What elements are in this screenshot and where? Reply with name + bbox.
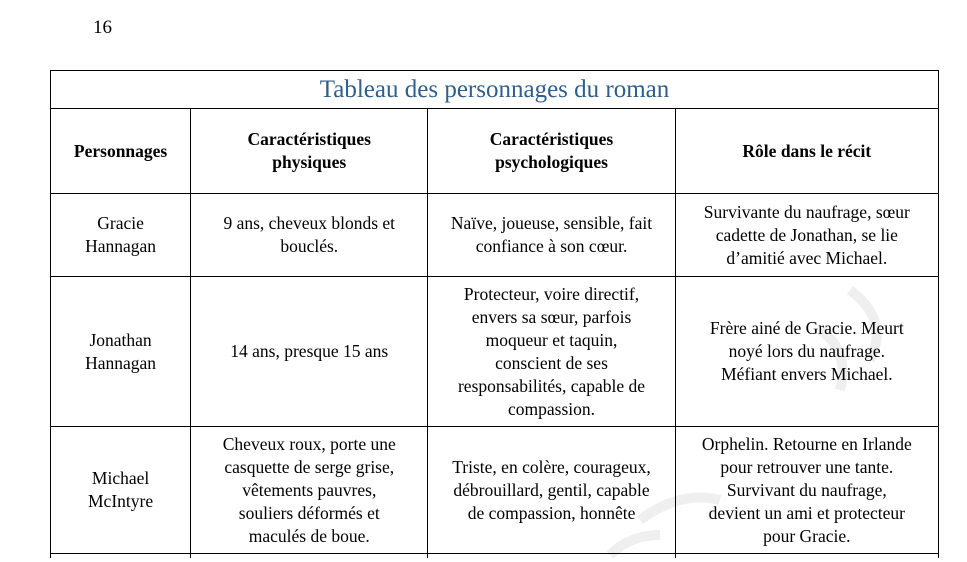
header-personnages — [51, 109, 191, 194]
cell-line: maculés de boue. — [248, 525, 370, 546]
cell-line: Protecteur, voire directif, — [463, 283, 640, 304]
cell-line: vêtements pauvres, — [242, 479, 377, 500]
cell-personnage — [51, 427, 191, 554]
cell-line: Naïve, joueuse, sensible, fait — [450, 213, 653, 233]
cell-psychologiques — [428, 194, 675, 277]
character-table — [50, 70, 939, 558]
table-row — [51, 194, 939, 277]
cell-line: bouclés. — [280, 236, 339, 256]
cell-line: 9 ans, cheveux blonds et — [223, 213, 396, 233]
cell-physiques — [191, 277, 428, 427]
cell-physiques — [191, 194, 428, 277]
table-title-row — [51, 71, 939, 109]
cell-line: de compassion, honnête — [467, 502, 636, 523]
cell-line: casquette de serge grise, — [224, 456, 395, 477]
header-line: Caractéristiques — [489, 129, 614, 149]
header-line: Personnages — [73, 140, 168, 161]
cell-line: responsabilités, capable de — [457, 375, 646, 396]
cell-line: Michael — [91, 468, 150, 488]
cell-line: Jonathan — [89, 329, 152, 350]
cell-line: Frère ainé de Gracie. Meurt — [709, 318, 904, 338]
table-row — [51, 277, 939, 427]
cell-line: envers sa sœur, parfois — [471, 306, 632, 327]
cell-line: moqueur et taquin, — [485, 329, 618, 350]
character-table-container — [50, 70, 939, 558]
page-number: 16 — [93, 17, 112, 38]
cell-line: conscient de ses — [495, 352, 608, 373]
header-line: psychologiques — [495, 152, 608, 172]
cell-line: Orphelin. Retourne en Irlande — [701, 433, 912, 454]
header-psychologiques — [428, 109, 675, 194]
cell-line: Survivante du naufrage, sœur — [703, 201, 910, 222]
cell-line: 14 ans, presque 15 ans — [230, 341, 389, 361]
cell-physiques — [191, 427, 428, 554]
cell-line: devient un ami et protecteur — [708, 502, 905, 523]
cell-line: d’amitié avec Michael. — [726, 247, 888, 268]
cell-line: Gracie — [97, 213, 144, 233]
cell-line: souliers déformés et — [238, 502, 380, 523]
cell-line: Hannagan — [85, 236, 157, 256]
cell-line: pour retrouver une tante. — [720, 456, 894, 477]
cell-role — [675, 427, 938, 554]
cell-line: débrouillard, gentil, capable — [453, 479, 650, 500]
cell-psychologiques — [428, 277, 675, 427]
cell-line: McIntyre — [88, 491, 154, 511]
header-line: Rôle dans le récit — [742, 140, 872, 161]
table-row-partial — [51, 554, 939, 559]
cell-line: confiance à son cœur. — [475, 236, 628, 256]
cell-line: noyé lors du naufrage. — [728, 341, 886, 361]
cell-personnage — [51, 277, 191, 427]
cell-line: Triste, en colère, courageux, — [452, 456, 651, 477]
cell-role — [675, 277, 938, 427]
header-role — [675, 109, 938, 194]
cell-line: compassion. — [508, 398, 596, 419]
cell-empty — [191, 554, 428, 559]
cell-role — [675, 194, 938, 277]
cell-empty — [428, 554, 675, 559]
cell-empty — [675, 554, 938, 559]
cell-personnage — [51, 194, 191, 277]
cell-line: Hannagan — [85, 352, 157, 373]
cell-line: cadette de Jonathan, se lie — [715, 224, 898, 245]
table-header-row — [51, 109, 939, 194]
header-line: physiques — [272, 152, 347, 172]
table-row — [51, 427, 939, 554]
cell-empty — [51, 554, 191, 559]
cell-line: Survivant du naufrage, — [726, 479, 887, 500]
cell-line: Cheveux roux, porte une — [222, 433, 396, 454]
header-line: Caractéristiques — [247, 129, 371, 149]
table-title: Tableau des personnages du roman — [51, 71, 939, 109]
cell-line: Méfiant envers Michael. — [721, 364, 893, 384]
cell-psychologiques — [428, 427, 675, 554]
cell-line: pour Gracie. — [763, 525, 851, 546]
header-physiques — [191, 109, 428, 194]
